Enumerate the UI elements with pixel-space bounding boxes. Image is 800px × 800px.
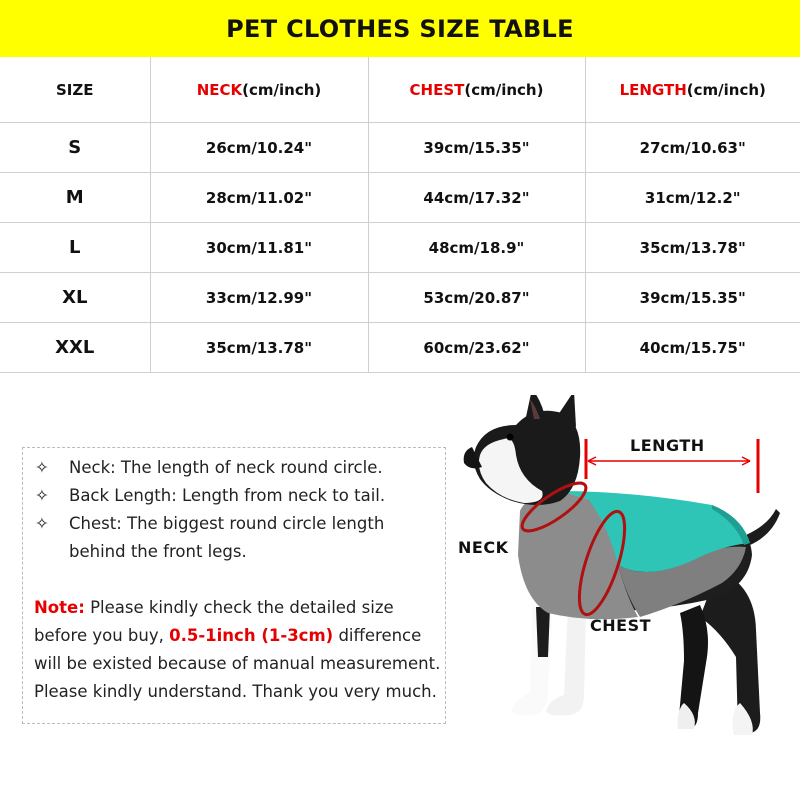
dog-illustration	[450, 395, 800, 795]
size-cell: L	[0, 223, 150, 273]
sparkle-icon: ✧	[35, 486, 49, 505]
size-cell: S	[0, 123, 150, 173]
note-paragraph	[34, 594, 444, 706]
chest-label: CHEST	[590, 616, 651, 635]
chest-cell: 60cm/23.62"	[368, 323, 585, 373]
measurement-bullets	[35, 454, 440, 566]
table-row	[0, 223, 800, 273]
size-cell: XL	[0, 273, 150, 323]
length-cell: 35cm/13.78"	[585, 223, 800, 273]
neck-cell: 33cm/12.99"	[150, 273, 368, 323]
dog-measurement-diagram	[450, 395, 800, 795]
col-header-neck: NECK(cm/inch)	[150, 57, 368, 123]
length-cell: 39cm/15.35"	[585, 273, 800, 323]
page-title: PET CLOTHES SIZE TABLE	[226, 14, 574, 43]
size-cell: XXL	[0, 323, 150, 373]
col-header-chest: CHEST(cm/inch)	[368, 57, 585, 123]
list-item	[35, 454, 440, 482]
col-header-size: SIZE	[0, 57, 150, 123]
table-header-row	[0, 57, 800, 123]
neck-cell: 35cm/13.78"	[150, 323, 368, 373]
length-cell: 27cm/10.63"	[585, 123, 800, 173]
note-label: Note:	[34, 598, 85, 617]
length-cell: 40cm/15.75"	[585, 323, 800, 373]
note-text: difference will be existed because of manual measurement. Please kindly understand. Thank you very much.	[34, 626, 441, 701]
chest-cell: 48cm/18.9"	[368, 223, 585, 273]
size-cell: M	[0, 173, 150, 223]
bullet-text: Neck: The length of neck round circle.	[69, 458, 383, 477]
note-highlight: 0.5-1inch (1-3cm)	[169, 626, 334, 645]
table-row	[0, 123, 800, 173]
table-row	[0, 173, 800, 223]
table-row	[0, 273, 800, 323]
length-cell: 31cm/12.2"	[585, 173, 800, 223]
measurement-notes-box	[22, 447, 446, 724]
list-item	[35, 482, 440, 510]
sparkle-icon: ✧	[35, 458, 49, 477]
neck-cell: 28cm/11.02"	[150, 173, 368, 223]
note-text: Please kindly check the detailed size before you buy,	[34, 598, 394, 645]
chest-cell: 39cm/15.35"	[368, 123, 585, 173]
table-row	[0, 323, 800, 373]
chest-cell: 44cm/17.32"	[368, 173, 585, 223]
neck-cell: 26cm/10.24"	[150, 123, 368, 173]
neck-label: NECK	[458, 538, 509, 557]
neck-cell: 30cm/11.81"	[150, 223, 368, 273]
size-table	[0, 57, 800, 373]
sparkle-icon: ✧	[35, 514, 49, 533]
length-label: LENGTH	[630, 436, 705, 455]
col-header-length: LENGTH(cm/inch)	[585, 57, 800, 123]
chest-cell: 53cm/20.87"	[368, 273, 585, 323]
page-title-banner	[0, 0, 800, 57]
bullet-text: Back Length: Length from neck to tail.	[69, 486, 386, 505]
bullet-text: Chest: The biggest round circle length behind the front legs.	[69, 514, 385, 561]
list-item	[35, 510, 440, 566]
